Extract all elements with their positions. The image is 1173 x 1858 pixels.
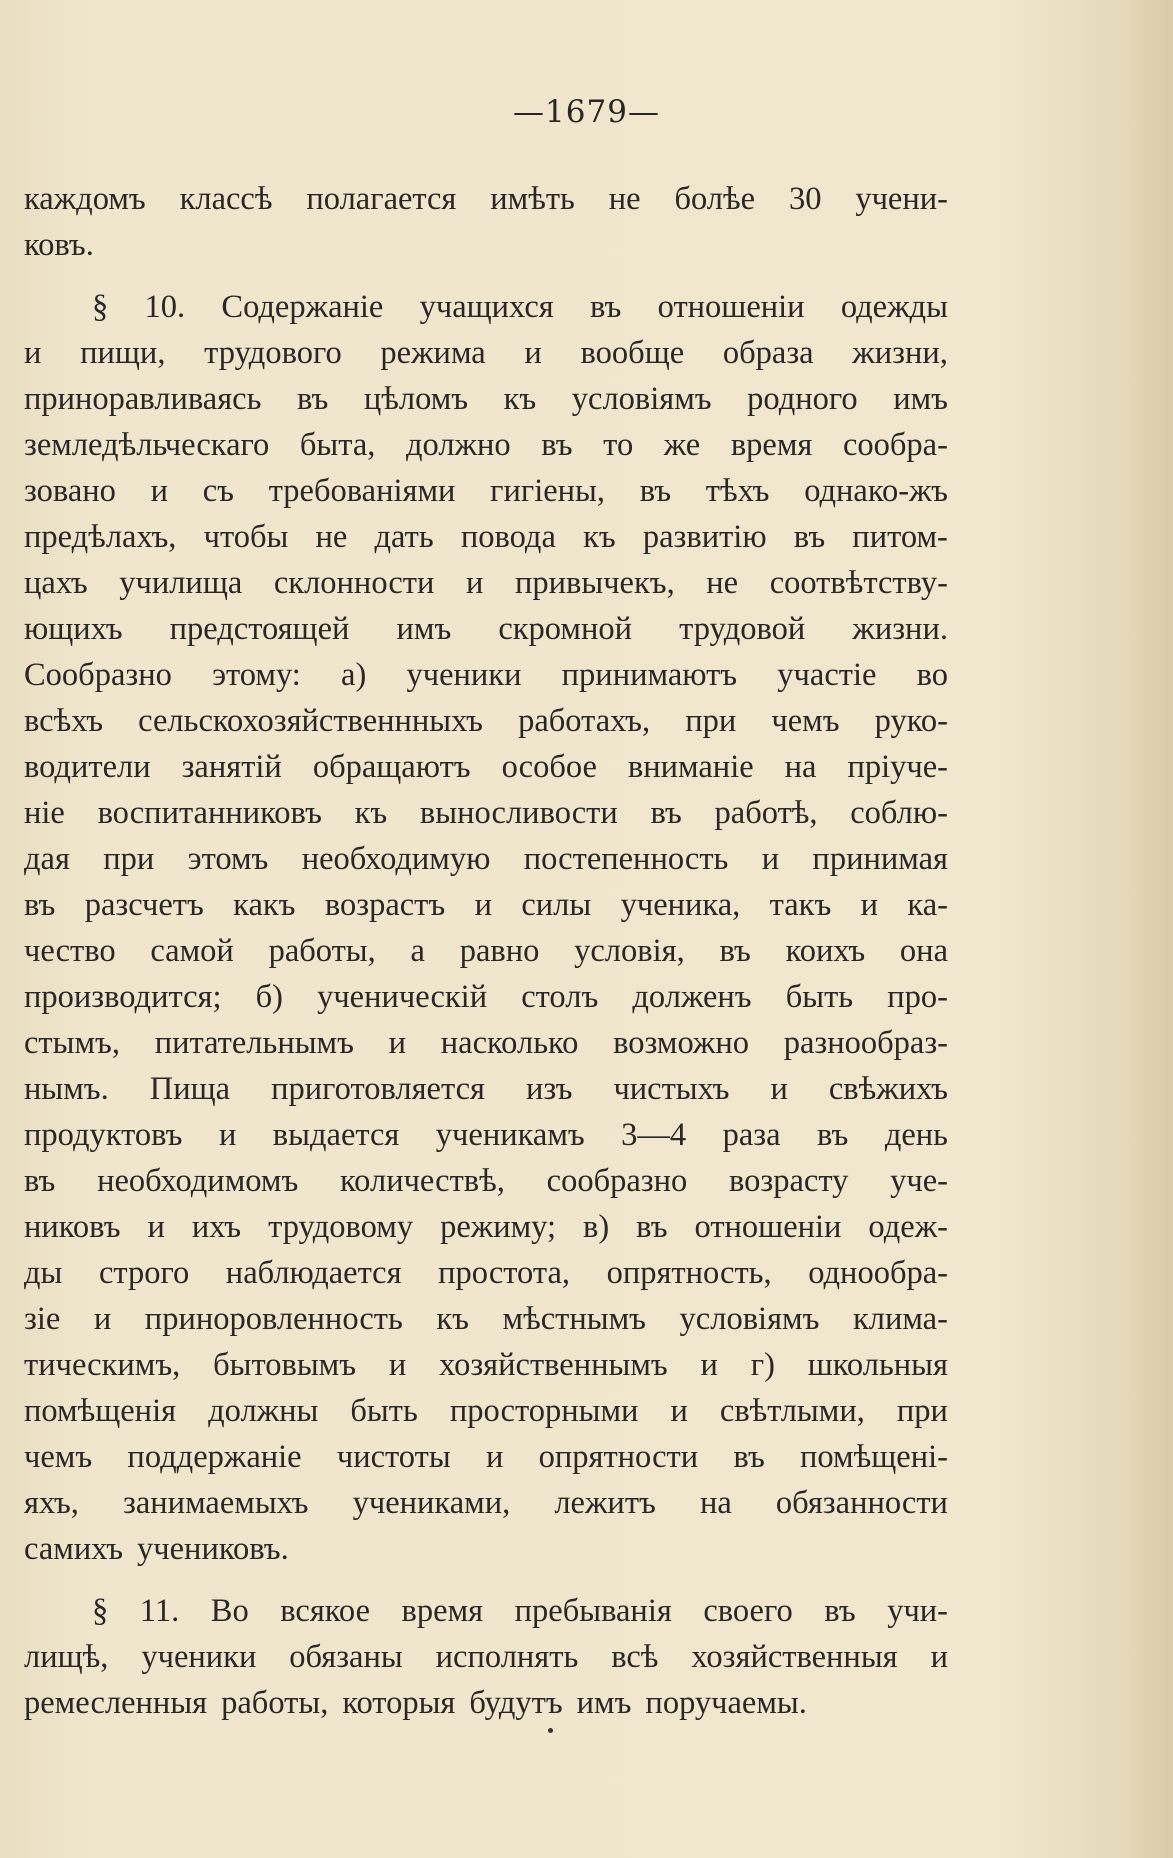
text-line: ремесленныя работы, которыя будутъ имъ поручаемы. [24,1685,807,1721]
text-line: помѣщенія должны быть просторными и свѣтлыми, при [24,1393,948,1429]
text-line: въ разсчетъ какъ возрастъ и силы ученика, такъ и ка- [24,887,948,923]
text-line: нымъ. Пища приготовляется изъ чистыхъ и свѣжихъ [24,1071,948,1107]
page-number: —1679— [513,94,660,130]
text-line: чество самой работы, а равно условія, въ коихъ она [24,933,948,969]
text-line: никовъ и ихъ трудовому режиму; в) въ отношеніи одеж- [24,1209,948,1245]
text-line: ды строго наблюдается простота, опрятность, однообра- [24,1255,948,1291]
text-line: продуктовъ и выдается ученикамъ 3—4 раза въ день [24,1117,948,1153]
text-line: земледѣльческаго быта, должно въ то же время сообра- [24,427,948,463]
text-line: тическимъ, бытовымъ и хозяйственнымъ и г) школьныя [24,1347,948,1383]
paragraph-gap [24,1572,948,1588]
paragraph-gap [24,268,948,284]
text-line: Сообразно этому: а) ученики принимаютъ участіе во [24,657,948,693]
text-line: водители занятій обращаютъ особое вниманіе на пріуче- [24,749,948,785]
text-line: зіе и приноровленность къ мѣстнымъ условіямъ клима- [24,1301,948,1337]
text-line: § 11. Во всякое время пребыванія своего въ учи- [92,1593,948,1629]
text-line: ніе воспитанниковъ къ выносливости въ работѣ, соблю- [24,795,948,831]
text-line: стымъ, питательнымъ и насколько возможно разнообраз- [24,1025,948,1061]
text-line: производится; б) ученическій столъ долженъ быть про- [24,979,948,1015]
text-line: дая при этомъ необходимую постепенность и принимая [24,841,948,877]
text-line: яхъ, занимаемыхъ учениками, лежитъ на обязанности [24,1485,948,1521]
text-line: въ необходимомъ количествѣ, сообразно возрасту уче- [24,1163,948,1199]
text-line: § 10. Содержаніе учащихся въ отношеніи одежды [92,289,948,325]
text-line: цахъ училища склонности и привычекъ, не соотвѣтству- [24,565,948,601]
paragraph [24,1588,948,1726]
text-line: предѣлахъ, чтобы не дать повода къ развитію въ питом- [24,519,948,555]
paragraph [24,284,948,1572]
paragraph [24,176,948,268]
text-line: лищѣ, ученики обязаны исполнять всѣ хозяйственныя и [24,1639,948,1675]
text-line: ющихъ предстоящей имъ скромной трудовой жизни. [24,611,948,647]
text-line: и пищи, трудового режима и вообще образа жизни, [24,335,948,371]
text-line: самихъ учениковъ. [24,1531,289,1567]
text-line: всѣхъ сельскохозяйственнныхъ работахъ, при чемъ руко- [24,703,948,739]
body-text [24,176,948,1726]
text-line: приноравливаясь въ цѣломъ къ условіямъ родного имъ [24,381,948,417]
text-line: чемъ поддержаніе чистоты и опрятности въ помѣщені- [24,1439,948,1475]
text-line: ковъ. [24,227,94,263]
text-line: каждомъ классѣ полагается имѣть не болѣе 30 учени- [24,181,948,217]
page-mark [548,1728,553,1733]
text-line: зовано и съ требованіями гигіены, въ тѣхъ однако-жъ [24,473,948,509]
